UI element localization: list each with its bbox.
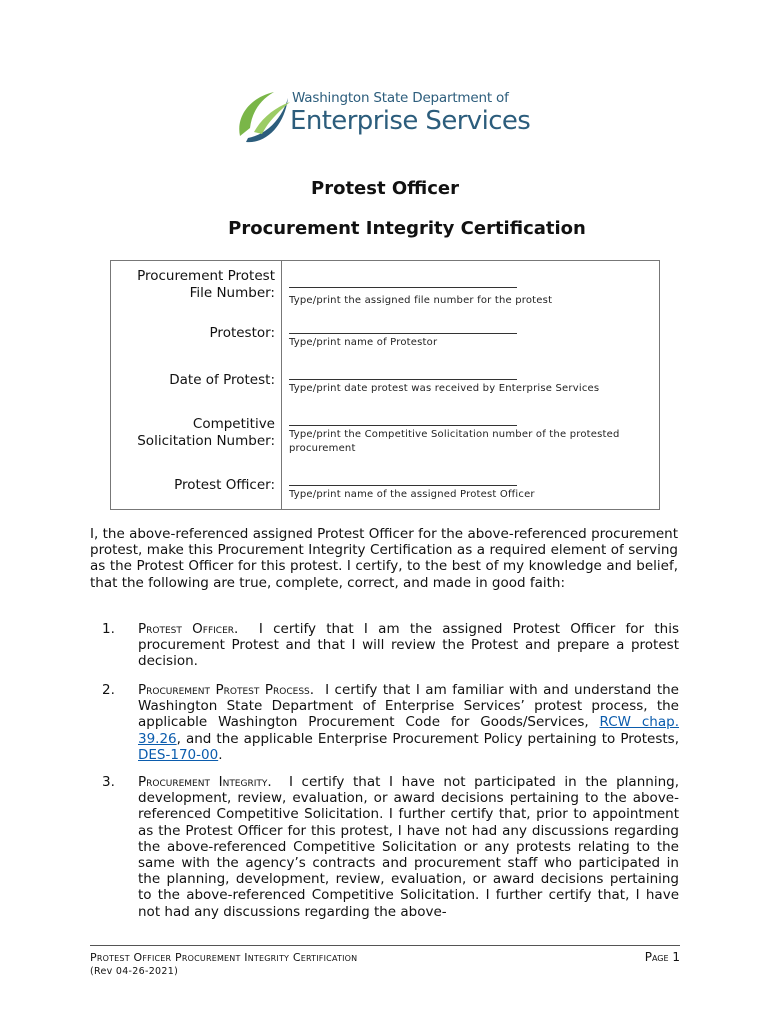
footer-title: Protest Officer Procurement Integrity Certification (90, 951, 358, 964)
item-text: Procurement Integrity. I certify that I have not participated in the planning, development, review, evaluation, or award decisions pertaining to the above-referenced Competitive Solicitation. I further certify that, prior to appointment as the Protest Officer for this protest, I have not had any discussions regarding the above-referenced Competitive Solicitation or any protests relating to the same with the agency’s contracts and procurement staff who participated in the planning, development, review, evaluation, or award decisions pertaining to the above-referenced Competitive Solicitation. I further certify that, I have not had any discussions regarding the above- (138, 774, 679, 920)
revision-date: (Rev 04-26-2021) (90, 966, 179, 977)
hint-date: Type/print date protest was received by Enterprise Services (289, 383, 600, 394)
protest-officer-field[interactable] (289, 485, 517, 486)
item-text: Protest Officer. I certify that I am the assigned Protest Officer for this procurement Protest and that I will review the Protest and prepare a protest decision. (138, 621, 679, 670)
item-number: 3. (102, 774, 115, 790)
protest-info-table (110, 260, 660, 510)
label-solicitation: Competitive Solicitation Number: (137, 416, 275, 449)
label-protest-officer: Protest Officer: (174, 477, 275, 493)
logo-department-text: Washington State Department of (292, 90, 509, 106)
hint-file-number: Type/print the assigned file number for the protest (289, 295, 553, 306)
table-divider (281, 261, 282, 509)
item-heading: Protest Officer. (138, 621, 239, 637)
hint-solicitation: Type/print the Competitive Solicitation number of the protested procurement (289, 429, 620, 454)
document-subtitle: Procurement Integrity Certification (228, 218, 586, 239)
rcw-link[interactable]: RCW chap. 39.26 (138, 714, 679, 747)
label-protestor: Protestor: (209, 325, 275, 341)
solicitation-field[interactable] (289, 425, 517, 426)
protestor-field[interactable] (289, 333, 517, 334)
item-heading: Procurement Integrity. (138, 774, 272, 790)
document-title: Protest Officer (311, 178, 459, 199)
label-file-number: Procurement Protest File Number: (137, 268, 275, 301)
hint-protestor: Type/print name of Protestor (289, 337, 438, 348)
logo-agency-text: Enterprise Services (290, 106, 531, 136)
item-number: 1. (102, 621, 115, 637)
des-policy-link[interactable]: DES-170-00 (138, 746, 219, 763)
label-date: Date of Protest: (169, 372, 275, 388)
page-number: Page 1 (644, 950, 680, 964)
file-number-field[interactable] (289, 287, 517, 288)
footer-rule (90, 945, 680, 946)
hint-protest-officer: Type/print name of the assigned Protest Officer (289, 489, 535, 500)
date-field[interactable] (289, 379, 517, 380)
intro-paragraph: I, the above-referenced assigned Protest Officer for the above-referenced procurement protest, make this Procurement Integrity Certification as a required element of serving as the Protest Officer for this protest. I certify, to the best of my knowledge and belief, that the following are true, complete, correct, and made in good faith: (90, 526, 678, 591)
item-heading: Procurement Protest Process. (138, 682, 315, 698)
item-number: 2. (102, 682, 115, 698)
des-logo (234, 88, 544, 150)
item-text: Procurement Protest Process. I certify that I am familiar with and understand the Washington State Department of Enterprise Services’ protest process, the applicable Washington Procurement Code for Goods/Services, RCW chap. 39.26, and the applicable Enterprise Procurement Policy pertaining to Protests, DES-170-00. (138, 682, 679, 763)
swoosh-icon (234, 88, 294, 148)
